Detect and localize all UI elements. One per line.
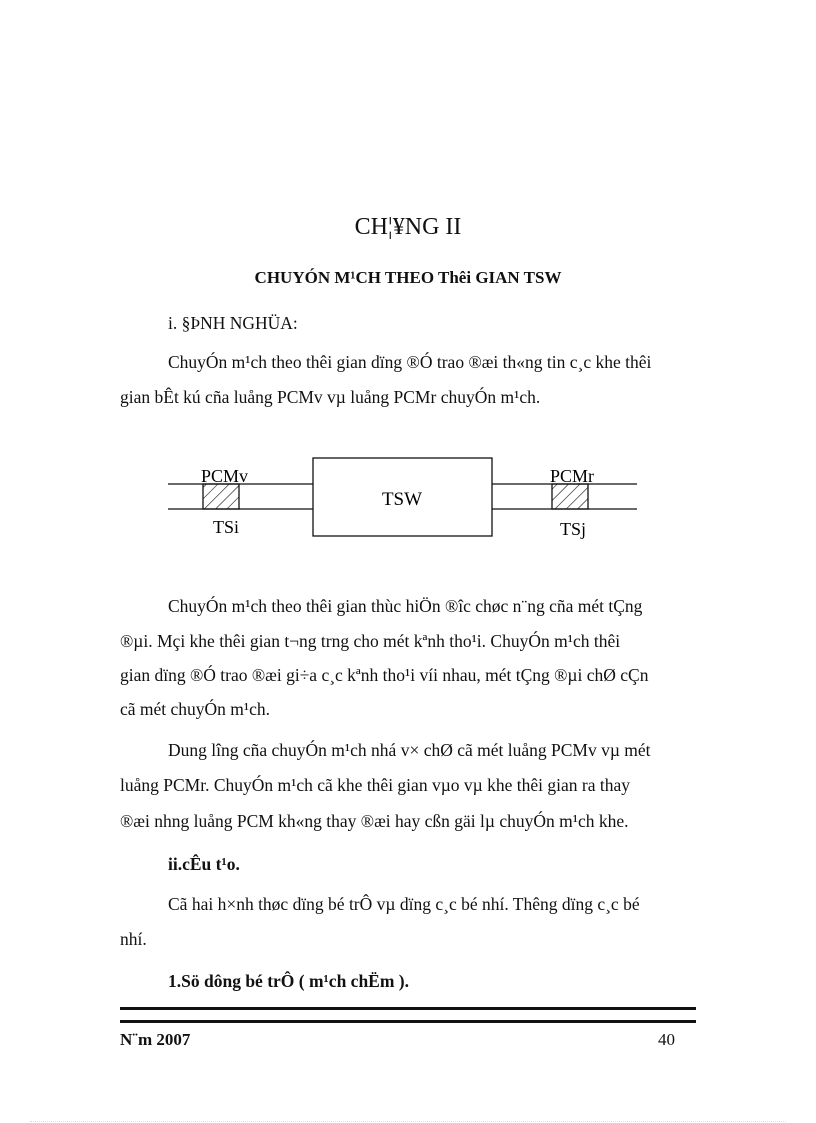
left-label-tsi: TSi	[213, 517, 240, 537]
chapter-subtitle: CHUYÓN M¹CH THEO Thêi GIAN TSW	[254, 268, 562, 287]
footer-year: N¨m 2007	[120, 1030, 191, 1049]
right-label-tsj: TSj	[560, 519, 587, 539]
right-timeslot-hatch	[552, 484, 588, 509]
page-number: 40	[658, 1030, 675, 1049]
para2-line4: cã mét chuyÓn m¹ch.	[120, 699, 271, 719]
para2-line2: ®µi. Mçi khe thêi gian t¬ng trng cho mét kªnh tho¹i. ChuyÓn m¹ch thêi	[120, 631, 621, 651]
section-ii-para-line1: Cã hai h×nh thøc dïng bé trÔ vµ dïng c¸c bé nhí. Thêng dïng c¸c bé	[168, 894, 640, 914]
left-label-pcmv: PCMv	[201, 466, 249, 486]
section-i-heading: i. §ÞNH NGHÜA:	[168, 313, 298, 333]
section-i-para-line1: ChuyÓn m¹ch theo thêi gian dïng ®Ó trao ®æi th«ng tin c¸c khe thêi	[168, 352, 652, 372]
para3-line2: luång PCMr. ChuyÓn m¹ch cã khe thêi gian vµo vµ khe thêi gian ra thay	[120, 775, 630, 795]
left-stream	[168, 466, 313, 537]
para3-line3: ®æi nhng luång PCM kh«ng thay ®æi hay cßn gäi lµ chuyÓn m¹ch khe.	[120, 811, 629, 831]
section-i-para-line2: gian bÊt kú cña luång PCMv vµ luång PCMr chuyÓn m¹ch.	[120, 387, 541, 407]
right-label-pcmr: PCMr	[550, 466, 595, 486]
para2-line1: ChuyÓn m¹ch theo thêi gian thùc hiÖn ®îc chøc n¨ng cña mét tÇng	[168, 596, 643, 616]
subsection-1-heading: 1.Sö dông bé trÔ ( m¹ch chËm ).	[168, 971, 410, 991]
para2-line3: gian dïng ®Ó trao ®æi gi÷a c¸c kªnh tho¹i víi nhau, mét tÇng ®µi chØ cÇn	[120, 665, 649, 685]
chapter-title: CH¦¥NG II	[354, 214, 462, 240]
tsw-box-label: TSW	[381, 489, 423, 510]
tsw-box	[313, 458, 492, 536]
right-stream	[492, 466, 637, 539]
footer-rule-thick	[120, 1007, 696, 1010]
section-ii-heading: ii.cÊu t¹o.	[168, 854, 240, 874]
page-bottom-edge	[30, 1121, 786, 1122]
footer-rule-thin	[120, 1020, 696, 1023]
section-ii-para-line2: nhí.	[120, 929, 147, 949]
left-timeslot-hatch	[203, 484, 239, 509]
para3-line1: Dung lîng cña chuyÓn m¹ch nhá v× chØ cã mét luång PCMv vµ mét	[168, 740, 651, 760]
